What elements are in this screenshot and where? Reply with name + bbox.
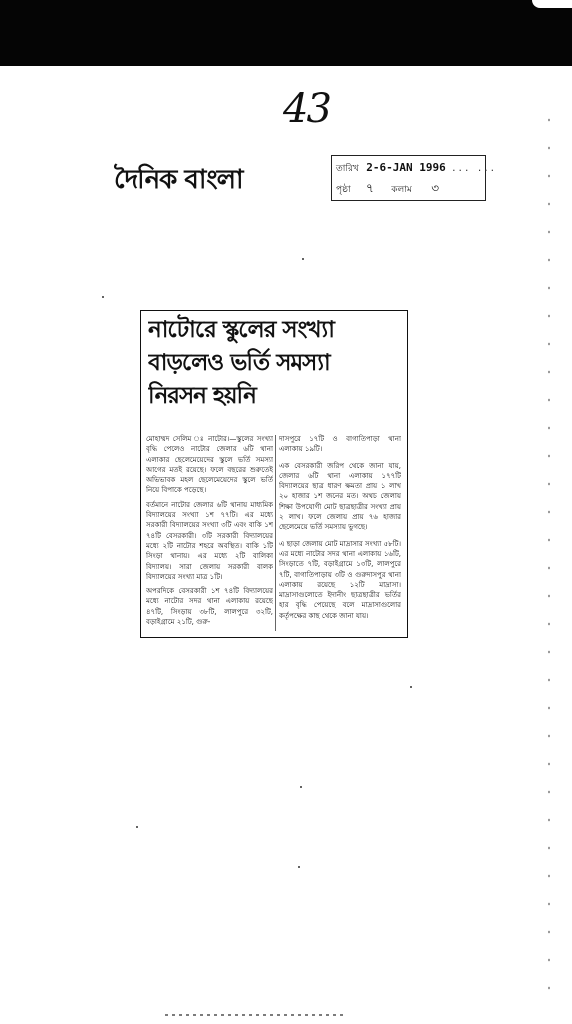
newspaper-clipping <box>140 310 408 638</box>
scan-bottom-marks <box>165 1014 345 1016</box>
scan-border-top <box>0 0 572 66</box>
stamp-date-value: 2-6-JAN 1996 <box>366 161 446 174</box>
article-paragraph: মোহাম্মদ সেলিম ঃ নাটোর।—স্কুলের সংখ্যা বৃদ্ধি পেলেও নাটোর জেলার ৬টি থানা এলাকার ছেলেমেয়েদের স্কুলে ভর্তি সমস্যা আগের মতই রয়েছে। ফলে বছরের শুরুতেই অভিভাবক মহল ছেলেমেয়েদের স্কুলে ভর্তি নিয়ে বিপাকে পড়েছে। <box>146 435 273 495</box>
article-column-right <box>279 434 401 634</box>
scan-corner-notch <box>532 0 572 8</box>
scan-speck <box>300 786 302 788</box>
article-column-left <box>146 434 273 634</box>
date-stamp <box>331 155 497 201</box>
stamp-column-label: কলাম <box>391 185 412 195</box>
article-paragraph: দাসপুরে ১৭টি ও বাগাতিপাড়া থানা এলাকায় ১৯টি। <box>279 435 401 454</box>
article-paragraph: এ ছাড়া জেলায় মোট মাদ্রাসার সংখ্যা ৫৮টি। এর মধ্যে নাটোর সদর থানা এলাকায় ১৬টি, সিংড়াতে ৭টি, বড়াইগ্রামে ১৩টি, লালপুরে ৭টি, বাগাতিপাড়ায় ৩টি ও গুরুদাসপুর থানা এলাকায় রয়েছে ১২টি মাদ্রাসা। মাদ্রাসাগুলোতে ইদানীং ছাত্রছাত্রীর ভর্তির হার বৃদ্ধি পেয়েছে বলে মাদ্রাসাগুলোর কর্তৃপক্ষের কাছ থেকে জানা যায়। <box>279 539 401 620</box>
article-paragraph: এক বেসরকারী জরিপ থেকে জানা যায়, জেলার ৬টি থানা এলাকায় ১৭৭টি বিদ্যালয়ের ছাত্র ধারণ ক্ষমতা প্রায় ১ লাখ ২০ হাজার ১শ জনের মত। অথচ জেলায় শিক্ষা উপযোগী মোট ছাত্রছাত্রীর সংখ্যা প্রায় ২ লাখ। ফলে জেলায় প্রায় ৭৬ হাজার ছেলেমেয়ে ভর্তি সমস্যায় ভুগছে। <box>279 461 401 532</box>
stamp-page-label: পৃষ্ঠা <box>336 185 351 195</box>
stamp-date-label: তারিখ <box>336 164 359 174</box>
article-paragraph: অপরদিকে বেসরকারী ১শ ৭৪টি বিদ্যালয়ের মধ্যে নাটোর সদর থানা এলাকায় রয়েছে ৪৭টি, সিংড়ায় ৩৮টি, লালপুরে ৩২টি, বড়াইগ্রামে ২১টি, গুরু- <box>146 587 273 627</box>
scan-speck <box>302 258 304 260</box>
handwritten-page-number: 43 <box>283 86 330 132</box>
article-paragraph: বর্তমানে নাটোর জেলার ৬টি থানায় মাধ্যমিক বিদ্যালয়ের সংখ্যা ১শ ৭৭টি। এর মধ্যে সরকারী বিদ্যালয়ের সংখ্যা ৩টি এবং বাকি ১শ ৭৪টি বেসরকারী। ৩টি সরকারী বিদ্যালয়ের মধ্যে ২টি নাটোর শহরে অবস্থিত। বাকি ১টি সিংড়া থানায়। এর মধ্যে ২টি বালিকা বিদ্যালয়। সারা জেলায় সরকারী বালক বিদ্যালয়ের সংখ্যা মাত্র ১টি। <box>146 500 273 581</box>
scan-speck <box>410 686 412 688</box>
column-divider <box>275 435 276 631</box>
archive-page <box>0 66 572 1024</box>
article-headline <box>148 314 402 413</box>
newspaper-masthead: দৈনিক বাংলা <box>114 165 243 195</box>
scan-speck <box>136 826 138 828</box>
stamp-page-value: ৭ <box>366 181 374 195</box>
stamp-column-value: ৩ <box>431 181 440 195</box>
scan-speck <box>102 296 104 298</box>
stamp-page-row <box>336 180 439 200</box>
headline-line: বাড়লেও ভর্তি সমস্যা <box>148 350 330 376</box>
headline-line: নাটোরে স্কুলের সংখ্যা <box>148 317 334 343</box>
scan-edge-specks <box>548 106 550 1006</box>
stamp-date-dots: ... ... <box>451 164 497 174</box>
stamp-date-row <box>336 161 496 176</box>
headline-line: নিরসন হয়নি <box>148 383 256 409</box>
scan-speck <box>298 866 300 868</box>
